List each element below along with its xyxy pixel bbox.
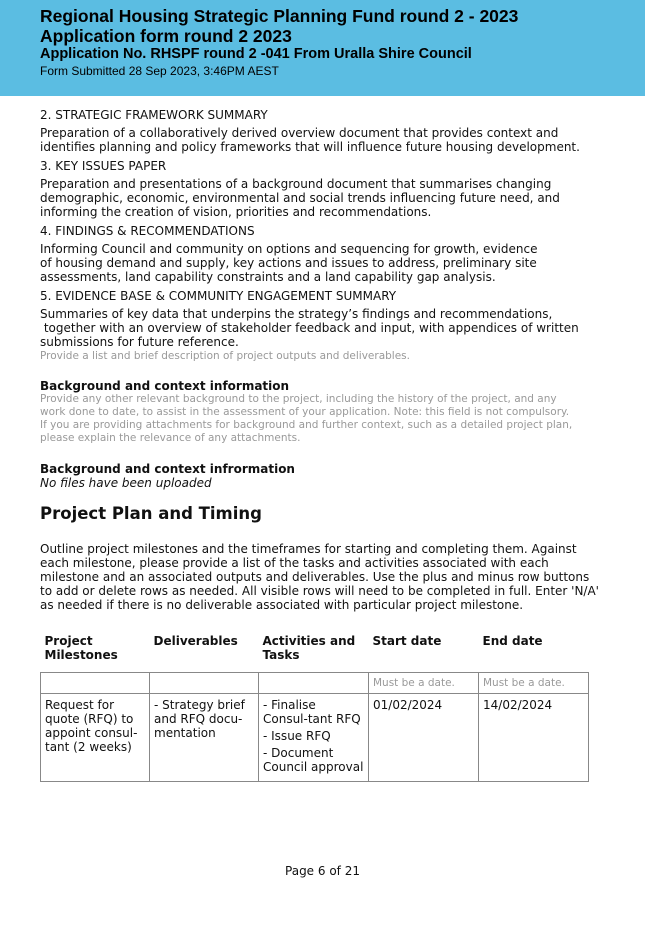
deliverables-cell: - Strategy brief and RFQ docu-mentation <box>150 694 259 782</box>
section-findings <box>40 224 600 284</box>
intro-line: milestone and an associated outputs and deliverables. Use the plus and minus row buttons <box>40 570 590 584</box>
intro-line: to add or delete rows as needed. All visible rows will need to be completed in full. Enter 'N/A' <box>40 584 599 598</box>
column-header-activities: Activities and Tasks <box>262 634 356 662</box>
section-line: informing the creation of vision, priorities and recommendations. <box>40 205 432 219</box>
activities-cell <box>259 694 369 782</box>
section-line: Preparation of a collaboratively derived overview document that provides context and <box>40 126 559 140</box>
empty-cell <box>259 673 369 694</box>
section-heading: 4. FINDINGS & RECOMMENDATIONS <box>40 224 255 238</box>
section-key-issues <box>40 159 600 219</box>
column-header-end-date: End date <box>482 634 543 648</box>
section-line: demographic, economic, environmental and social trends influencing future need, and <box>40 191 560 205</box>
attachments-block <box>40 462 600 490</box>
form-title: Regional Housing Strategic Planning Fund round 2 - 2023 <box>40 6 519 26</box>
intro-line: each milestone, please provide a list of the tasks and activities associated with each <box>40 556 549 570</box>
outputs-hint: Provide a list and brief description of project outputs and deliverables. <box>40 350 410 362</box>
section-line: Summaries of key data that underpins the strategy’s findings and recommendations, <box>40 307 553 321</box>
start-date-cell: 01/02/2024 <box>369 694 479 782</box>
background-hint-line: please explain the relevance of any attachments. <box>40 432 301 444</box>
section-line: Preparation and presentations of a background document that summarises changing <box>40 177 552 191</box>
activity-item: - Document Council approval <box>263 746 364 774</box>
section-line: Informing Council and community on options and sequencing for growth, evidence <box>40 242 538 256</box>
milestone-cell: Request for quote (RFQ) to appoint consul-tant (2 weeks) <box>41 694 150 782</box>
section-heading: 3. KEY ISSUES PAPER <box>40 159 167 173</box>
empty-cell <box>41 673 150 694</box>
section-line: identifies planning and policy frameworks that will influence future housing development. <box>40 140 580 154</box>
form-content <box>40 104 600 782</box>
section-line: together with an overview of stakeholder feedback and input, with appendices of written <box>40 321 579 335</box>
project-plan-intro <box>40 542 600 612</box>
end-date-cell: 14/02/2024 <box>479 694 589 782</box>
page-number: Page 6 of 21 <box>285 864 360 878</box>
submission-timestamp: Form Submitted 28 Sep 2023, 3:46PM AEST <box>40 64 279 78</box>
activity-item: - Finalise Consul-tant RFQ <box>263 698 361 726</box>
section-heading: 2. STRATEGIC FRAMEWORK SUMMARY <box>40 108 268 122</box>
form-subtitle: Application form round 2 2023 <box>40 26 292 46</box>
start-date-hint: Must be a date. <box>369 673 479 694</box>
column-header-milestones: Project Milestones <box>44 634 118 662</box>
project-plan-heading: Project Plan and Timing <box>40 504 262 523</box>
intro-line: Outline project milestones and the timeframes for starting and completing them. Against <box>40 542 577 556</box>
table-row <box>41 694 589 782</box>
no-files-message: No files have been uploaded <box>40 476 212 490</box>
empty-cell <box>150 673 259 694</box>
section-line: submissions for future reference. <box>40 335 239 349</box>
attachments-heading: Background and context infrormation <box>40 462 295 476</box>
end-date-hint: Must be a date. <box>479 673 589 694</box>
table-header-row <box>41 630 589 673</box>
intro-line: as needed if there is no deliverable associated with particular project milestone. <box>40 598 524 612</box>
background-block <box>40 379 600 445</box>
activity-item: - Issue RFQ <box>263 729 331 743</box>
section-line: assessments, land capability constraints and a land capability gap analysis. <box>40 270 496 284</box>
section-strategic-framework <box>40 108 600 154</box>
project-plan-table <box>40 630 589 782</box>
page-header-banner <box>0 0 645 96</box>
column-header-deliverables: Deliverables <box>153 634 238 648</box>
column-header-start-date: Start date <box>372 634 442 648</box>
application-number: Application No. RHSPF round 2 -041 From Uralla Shire Council <box>40 46 472 62</box>
section-evidence-base <box>40 289 600 349</box>
table-hint-row <box>41 673 589 694</box>
section-line: of housing demand and supply, key actions and issues to address, preliminary site <box>40 256 537 270</box>
background-heading: Background and context information <box>40 379 290 393</box>
background-hint-line: work done to date, to assist in the assessment of your application. Note: this field is not compulsory. <box>40 406 570 418</box>
background-hint-line: If you are providing attachments for background and further context, such as a detailed project plan, <box>40 419 573 431</box>
section-heading: 5. EVIDENCE BASE & COMMUNITY ENGAGEMENT SUMMARY <box>40 289 397 303</box>
background-hint-line: Provide any other relevant background to the project, including the history of the project, and any <box>40 393 557 405</box>
